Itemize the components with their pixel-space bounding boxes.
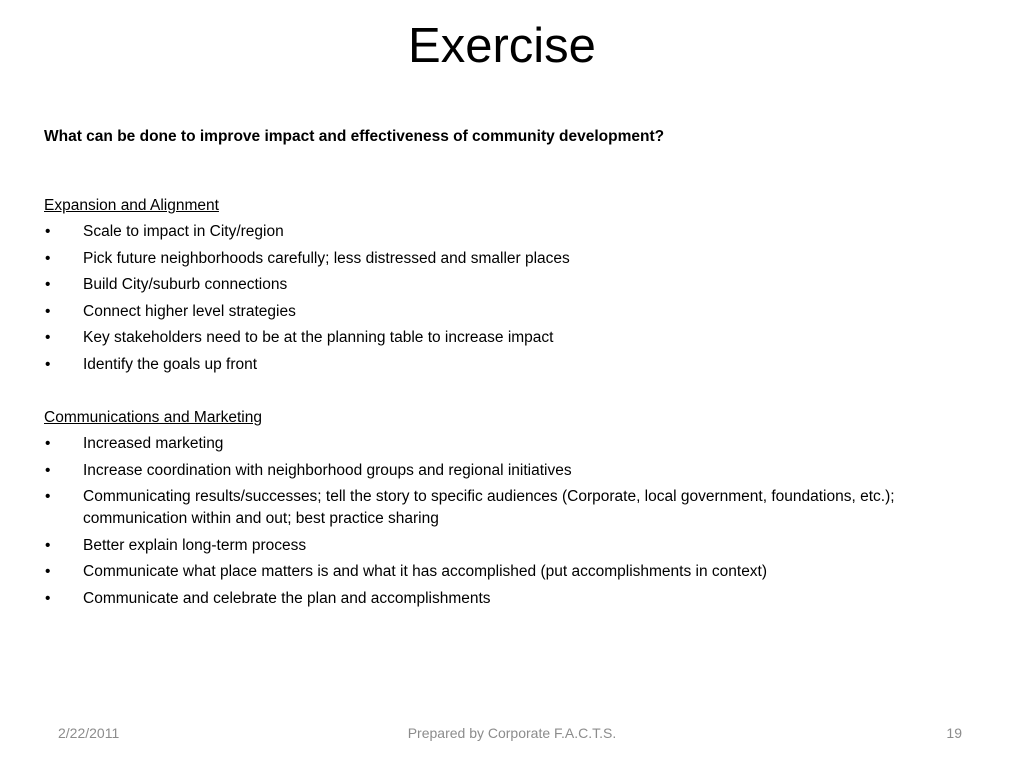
bullet: •	[45, 536, 51, 554]
bullet: •	[45, 355, 51, 373]
bullet: •	[45, 488, 51, 506]
list-item	[44, 588, 964, 610]
bullet: •	[45, 302, 51, 320]
section-heading: Communications and Marketing	[44, 409, 262, 426]
list-item	[44, 535, 964, 557]
list-item-text: Identify the goals up front	[83, 355, 258, 373]
bullet: •	[45, 589, 51, 607]
list-item-text: Build City/suburb connections	[83, 276, 288, 294]
list-item-text: Increase coordination with neighborhood groups and regional initiatives	[83, 461, 572, 479]
list-item-text: Key stakeholders need to be at the planning table to increase impact	[83, 329, 554, 347]
slide-title: Exercise	[408, 19, 596, 73]
list-item-text: Scale to impact in City/region	[83, 223, 284, 240]
list-item-text: Communicate and celebrate the plan and accomplishments	[83, 589, 491, 607]
list-item-text: Pick future neighborhoods carefully; less distressed and smaller places	[83, 249, 570, 267]
list-item	[44, 327, 964, 349]
footer-prepared-by: Prepared by Corporate F.A.C.T.S.	[407, 725, 617, 741]
section-heading: Expansion and Alignment	[44, 197, 219, 214]
list-item	[44, 561, 964, 583]
list-item-text: Increased marketing	[83, 435, 224, 452]
bullet: •	[45, 223, 51, 240]
bullet: •	[45, 563, 51, 581]
list-item	[44, 248, 964, 270]
list-item	[44, 301, 964, 323]
list-item-text: Better explain long-term process	[83, 536, 307, 554]
bullet: •	[45, 249, 51, 267]
list-item-text: Connect higher level strategies	[83, 302, 296, 320]
bullet: •	[45, 276, 51, 294]
bullet: •	[45, 461, 51, 479]
bullet: •	[45, 435, 51, 452]
list-item	[44, 274, 964, 296]
footer-page-number: 19	[946, 725, 962, 741]
list-item	[44, 460, 964, 482]
list-item	[44, 486, 964, 530]
list-item	[44, 221, 964, 243]
bullet: •	[45, 329, 51, 347]
list-item-text: Communicating results/successes; tell the story to specific audiences (Corporate, local government, foundations, etc.); communication within and out; best practice sharing	[83, 488, 895, 528]
footer-date: 2/22/2011	[58, 725, 120, 741]
list-item	[44, 354, 964, 376]
list-item-text: Communicate what place matters is and what it has accomplished (put accomplishments in context)	[83, 563, 768, 581]
list-item	[44, 433, 964, 455]
section-communications-marketing	[44, 407, 964, 615]
slide-question: What can be done to improve impact and effectiveness of community development?	[44, 128, 665, 145]
section-expansion-alignment	[44, 195, 964, 381]
